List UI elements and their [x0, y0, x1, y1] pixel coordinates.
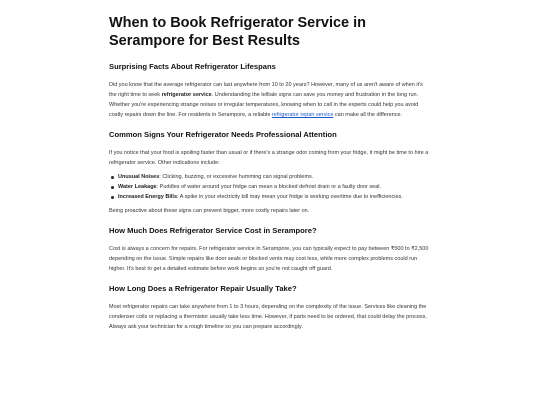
facts-paragraph — [109, 80, 429, 120]
section-heading-signs: Common Signs Your Refrigerator Needs Professional Attention — [109, 130, 337, 139]
list-item — [109, 192, 429, 202]
facts-bold-term: refrigerator service — [161, 92, 212, 98]
section-heading-cost: How Much Does Refrigerator Service Cost in Serampore? — [109, 226, 317, 235]
list-item-label: Water Leakage — [118, 184, 157, 190]
list-item — [109, 182, 429, 192]
section-heading-duration: How Long Does a Refrigerator Repair Usually Take? — [109, 284, 297, 293]
list-item-text: : Clicking, buzzing, or excessive humming can signal problems. — [159, 174, 314, 180]
article — [109, 14, 429, 342]
list-item-text: : A spike in your electricity bill may mean your fridge is working overtime due to inefficiencies. — [177, 194, 403, 200]
page-title: When to Book Refrigerator Service in Serampore for Best Results — [109, 15, 367, 49]
signs-list — [109, 172, 429, 202]
signs-intro: If you notice that your food is spoiling faster than usual or if there's a strange odor coming from your fridge, it might be time to hire a refrigerator service. Other indications include: — [109, 150, 429, 166]
cost-paragraph: Cost is always a concern for repairs. For refrigerator service in Serampore, you can typically expect to pay between ₹500 to ₹2,500 depending on the issue. Simple repairs like door seals or blocked vents may cost less, while more complex problems could run higher. It's best to get a detailed estimate before work begins so you're not caught off guard. — [109, 246, 429, 272]
section-heading-facts: Surprising Facts About Refrigerator Lifespans — [109, 62, 276, 71]
list-item-label: Unusual Noises — [118, 174, 160, 180]
duration-paragraph: Most refrigerator repairs can take anywhere from 1 to 3 hours, depending on the complexity of the issue. Services like cleaning the condenser coils or replacing a thermistor usually take less time. However, if parts need to be ordered, that could delay the process. Always ask your technician for a rough timeline so you can prepare accordingly. — [109, 304, 427, 330]
list-item-text: : Puddles of water around your fridge can mean a blocked defrost drain or a faulty door seal. — [156, 184, 382, 190]
facts-text-2: . Understanding the telltale signs can save you money and frustration in the long run. Whether you're experiencing strange noises or irregular temperatures, knowing when to call in the experts could help you avoid costly repairs down the line. For residents in Serampore, a reliable — [109, 92, 419, 118]
refrigerator-repair-service-link[interactable]: refrigerator repair service — [271, 112, 334, 118]
facts-text-3: can make all the difference. — [333, 112, 403, 118]
facts-text-1: Did you know that the average refrigerator can last anywhere from 10 to 20 years? However, many of us aren't aware of when it's the right time to seek — [109, 82, 423, 98]
signs-outro: Being proactive about these signs can prevent bigger, more costly repairs later on. — [109, 208, 310, 214]
list-item — [109, 172, 429, 182]
list-item-label: Increased Energy Bills — [118, 194, 177, 200]
